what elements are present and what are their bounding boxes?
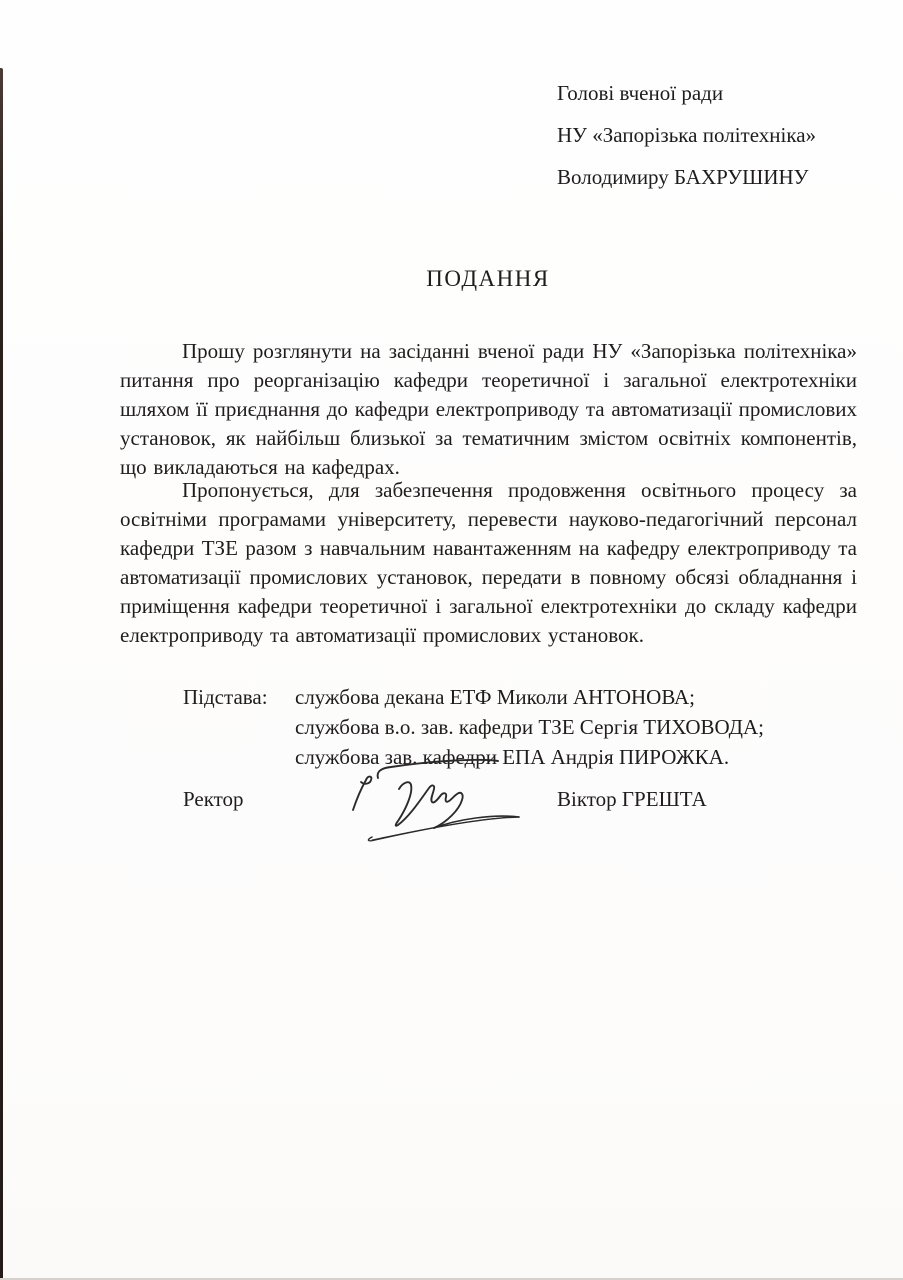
body-paragraph: Пропонується, для забезпечення продовження освітнього процесу за освітніми програмами університету, перевести науково-педагогічний персонал кафедри ТЗЕ разом з навчальним навантаженням на кафедру електроприводу та автоматизації промислових установок, передати в повному обсязі обладнання і приміщення кафедри теоретичної і загальної електротехніки до складу кафедри електроприводу та автоматизації промислових установок. (120, 478, 857, 647)
body-paragraph: Прошу розглянути на засіданні вченої ради НУ «Запорізька політехніка» питання про реорганізацію кафедри теоретичної і загальної електротехніки шляхом її приєднання до кафедри електроприводу та автоматизації промислових установок, як найбільш близької за тематичним змістом освітніх компонентів, що викладаються на кафедрах. (120, 339, 857, 479)
signatory-name: Віктор ГРЕШТА (557, 787, 707, 811)
basis-item: службова зав. кафедри ЕПА Андрія ПИРОЖКА. (295, 745, 730, 769)
basis-item: службова декана ЕТФ Миколи АНТОНОВА; (295, 685, 696, 709)
scan-edge-artifact (0, 68, 3, 1280)
addressee-block (557, 72, 816, 198)
document-title: ПОДАННЯ (426, 266, 550, 291)
addressee-line: Голові вченої ради (557, 81, 724, 105)
basis-label: Підстава: (183, 685, 268, 709)
addressee-line: НУ «Запорізька політехніка» (557, 123, 817, 147)
signatory-role: Ректор (183, 787, 244, 811)
signature-scribble (333, 750, 533, 862)
addressee-line: Володимиру БАХРУШИНУ (557, 165, 809, 189)
basis-item: службова в.о. зав. кафедри ТЗЕ Сергія ТИХОВОДА; (295, 715, 764, 739)
